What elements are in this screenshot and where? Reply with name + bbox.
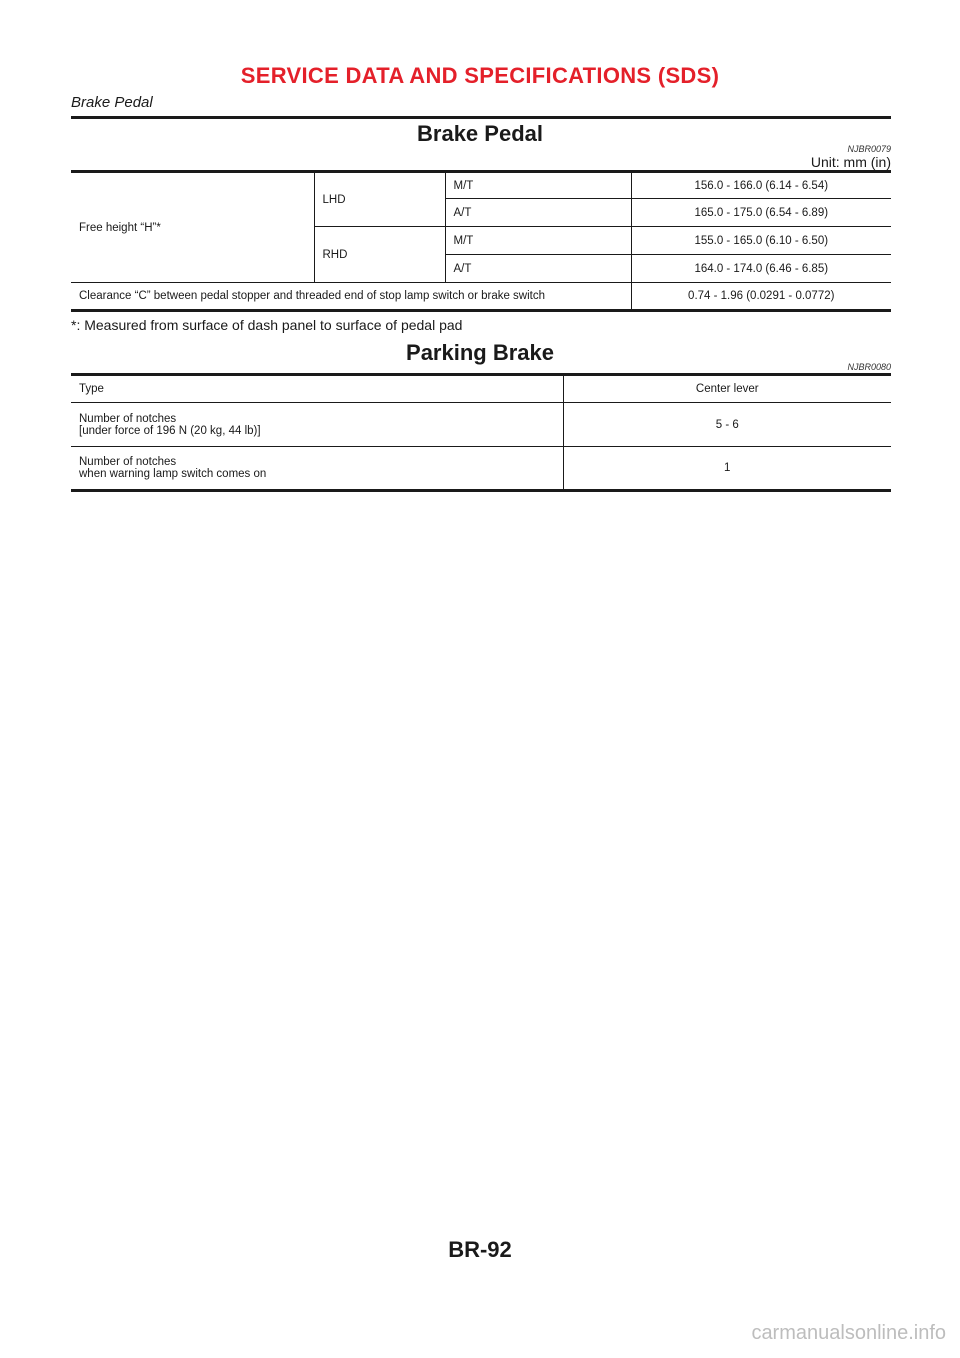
lhd-mt-label: M/T xyxy=(445,172,631,199)
table-row xyxy=(71,447,891,491)
warning-notches-value: 1 xyxy=(563,447,891,491)
rhd-mt-label: M/T xyxy=(445,227,631,255)
type-value: Center lever xyxy=(563,375,891,403)
lhd-mt-value: 156.0 - 166.0 (6.14 - 6.54) xyxy=(631,172,891,199)
lhd-label: LHD xyxy=(314,172,445,227)
type-label: Type xyxy=(71,375,563,403)
section-ref-brake-pedal: NJBR0079 xyxy=(847,144,891,154)
notches-label-line2: [under force of 196 N (20 kg, 44 lb)] xyxy=(79,424,261,437)
page-header-title: SERVICE DATA AND SPECIFICATIONS (SDS) xyxy=(240,63,720,88)
table-row xyxy=(71,172,891,199)
warning-notches-label xyxy=(71,447,563,491)
rhd-at-value: 164.0 - 174.0 (6.46 - 6.85) xyxy=(631,255,891,283)
rhd-at-label: A/T xyxy=(445,255,631,283)
warning-label-line1: Number of notches xyxy=(79,456,177,468)
clearance-label: Clearance “C” between pedal stopper and threaded end of stop lamp switch or brake switch xyxy=(71,283,631,311)
notches-value: 5 - 6 xyxy=(563,403,891,447)
section-title-parking-brake: Parking Brake xyxy=(406,340,554,365)
table-row xyxy=(71,375,891,403)
notches-label xyxy=(71,403,563,447)
section-title-brake-pedal: Brake Pedal xyxy=(417,121,543,146)
rhd-label: RHD xyxy=(314,227,445,283)
clearance-value: 0.74 - 1.96 (0.0291 - 0.0772) xyxy=(631,283,891,311)
notches-label-line1: Number of notches xyxy=(79,412,177,425)
section-ref-parking-brake: NJBR0080 xyxy=(847,362,891,372)
table-row xyxy=(71,283,891,311)
watermark: carmanualsonline.info xyxy=(751,1322,946,1344)
unit-label: Unit: mm (in) xyxy=(810,154,891,170)
parking-brake-table xyxy=(71,373,891,492)
lhd-at-value: 165.0 - 175.0 (6.54 - 6.89) xyxy=(631,199,891,227)
lhd-at-label: A/T xyxy=(445,199,631,227)
page-header-subtitle: Brake Pedal xyxy=(71,94,153,111)
table-row xyxy=(71,403,891,447)
header-rule xyxy=(71,116,891,119)
rhd-mt-value: 155.0 - 165.0 (6.10 - 6.50) xyxy=(631,227,891,255)
footnote: *: Measured from surface of dash panel to surface of pedal pad xyxy=(71,317,463,333)
free-height-label: Free height “H”* xyxy=(71,172,314,283)
warning-label-line2: when warning lamp switch comes on xyxy=(79,468,267,480)
page-number: BR-92 xyxy=(448,1237,512,1262)
brake-pedal-table xyxy=(71,170,891,312)
